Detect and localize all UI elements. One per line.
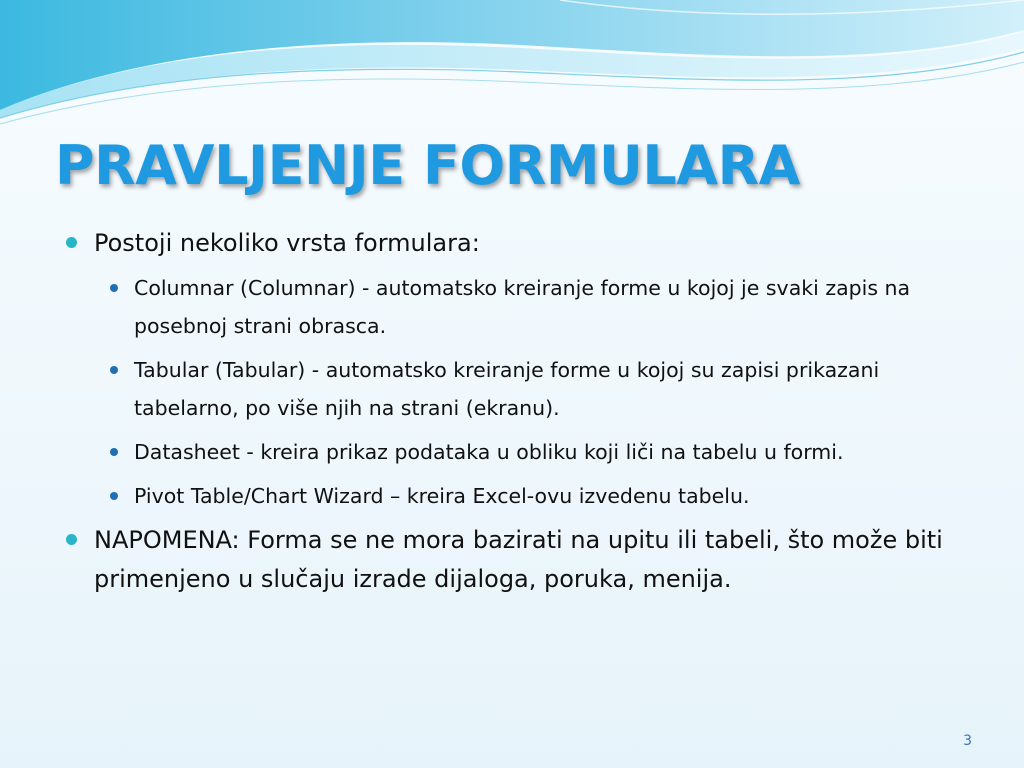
bullet-dot-icon [66,237,77,248]
sub-bullet-tabular [94,351,982,427]
sub-bullet-dot-icon [110,284,118,292]
sub-bullet-dot-icon [110,492,118,500]
header-wave-decoration [0,0,1024,130]
sub-bullet-dot-icon [110,448,118,456]
bullet-text: NAPOMENA: Forma se ne mora bazirati na upitu ili tabeli, što može biti primenjeno u slučaju izrade dijaloga, poruka, menija. [94,526,943,593]
sub-bullet-text: Pivot Table/Chart Wizard – kreira Excel-ovu izvedenu tabelu. [134,484,750,508]
sub-bullet-datasheet [94,433,982,471]
bullet-list [62,224,982,599]
page-number: 3 [963,733,972,749]
sub-bullet-text: Datasheet - kreira prikaz podataka u obliku koji liči na tabelu u formi. [134,440,844,464]
sub-bullet-text: Tabular (Tabular) - automatsko kreiranje forme u kojoj su zapisi prikazani tabelarno, po više njih na strani (ekranu). [134,358,880,420]
slide-title: PRAVLJENJE FORMULARA [55,134,800,197]
sub-bullet-list [94,269,982,515]
sub-bullet-dot-icon [110,366,118,374]
bullet-item-types [62,224,982,515]
bullet-text: Postoji nekoliko vrsta formulara: [94,229,480,257]
sub-bullet-pivot [94,477,982,515]
bullet-item-note [62,521,982,599]
sub-bullet-text: Columnar (Columnar) - automatsko kreiranje forme u kojoj je svaki zapis na posebnoj strani obrasca. [134,276,911,338]
bullet-dot-icon [66,534,77,545]
sub-bullet-columnar [94,269,982,345]
